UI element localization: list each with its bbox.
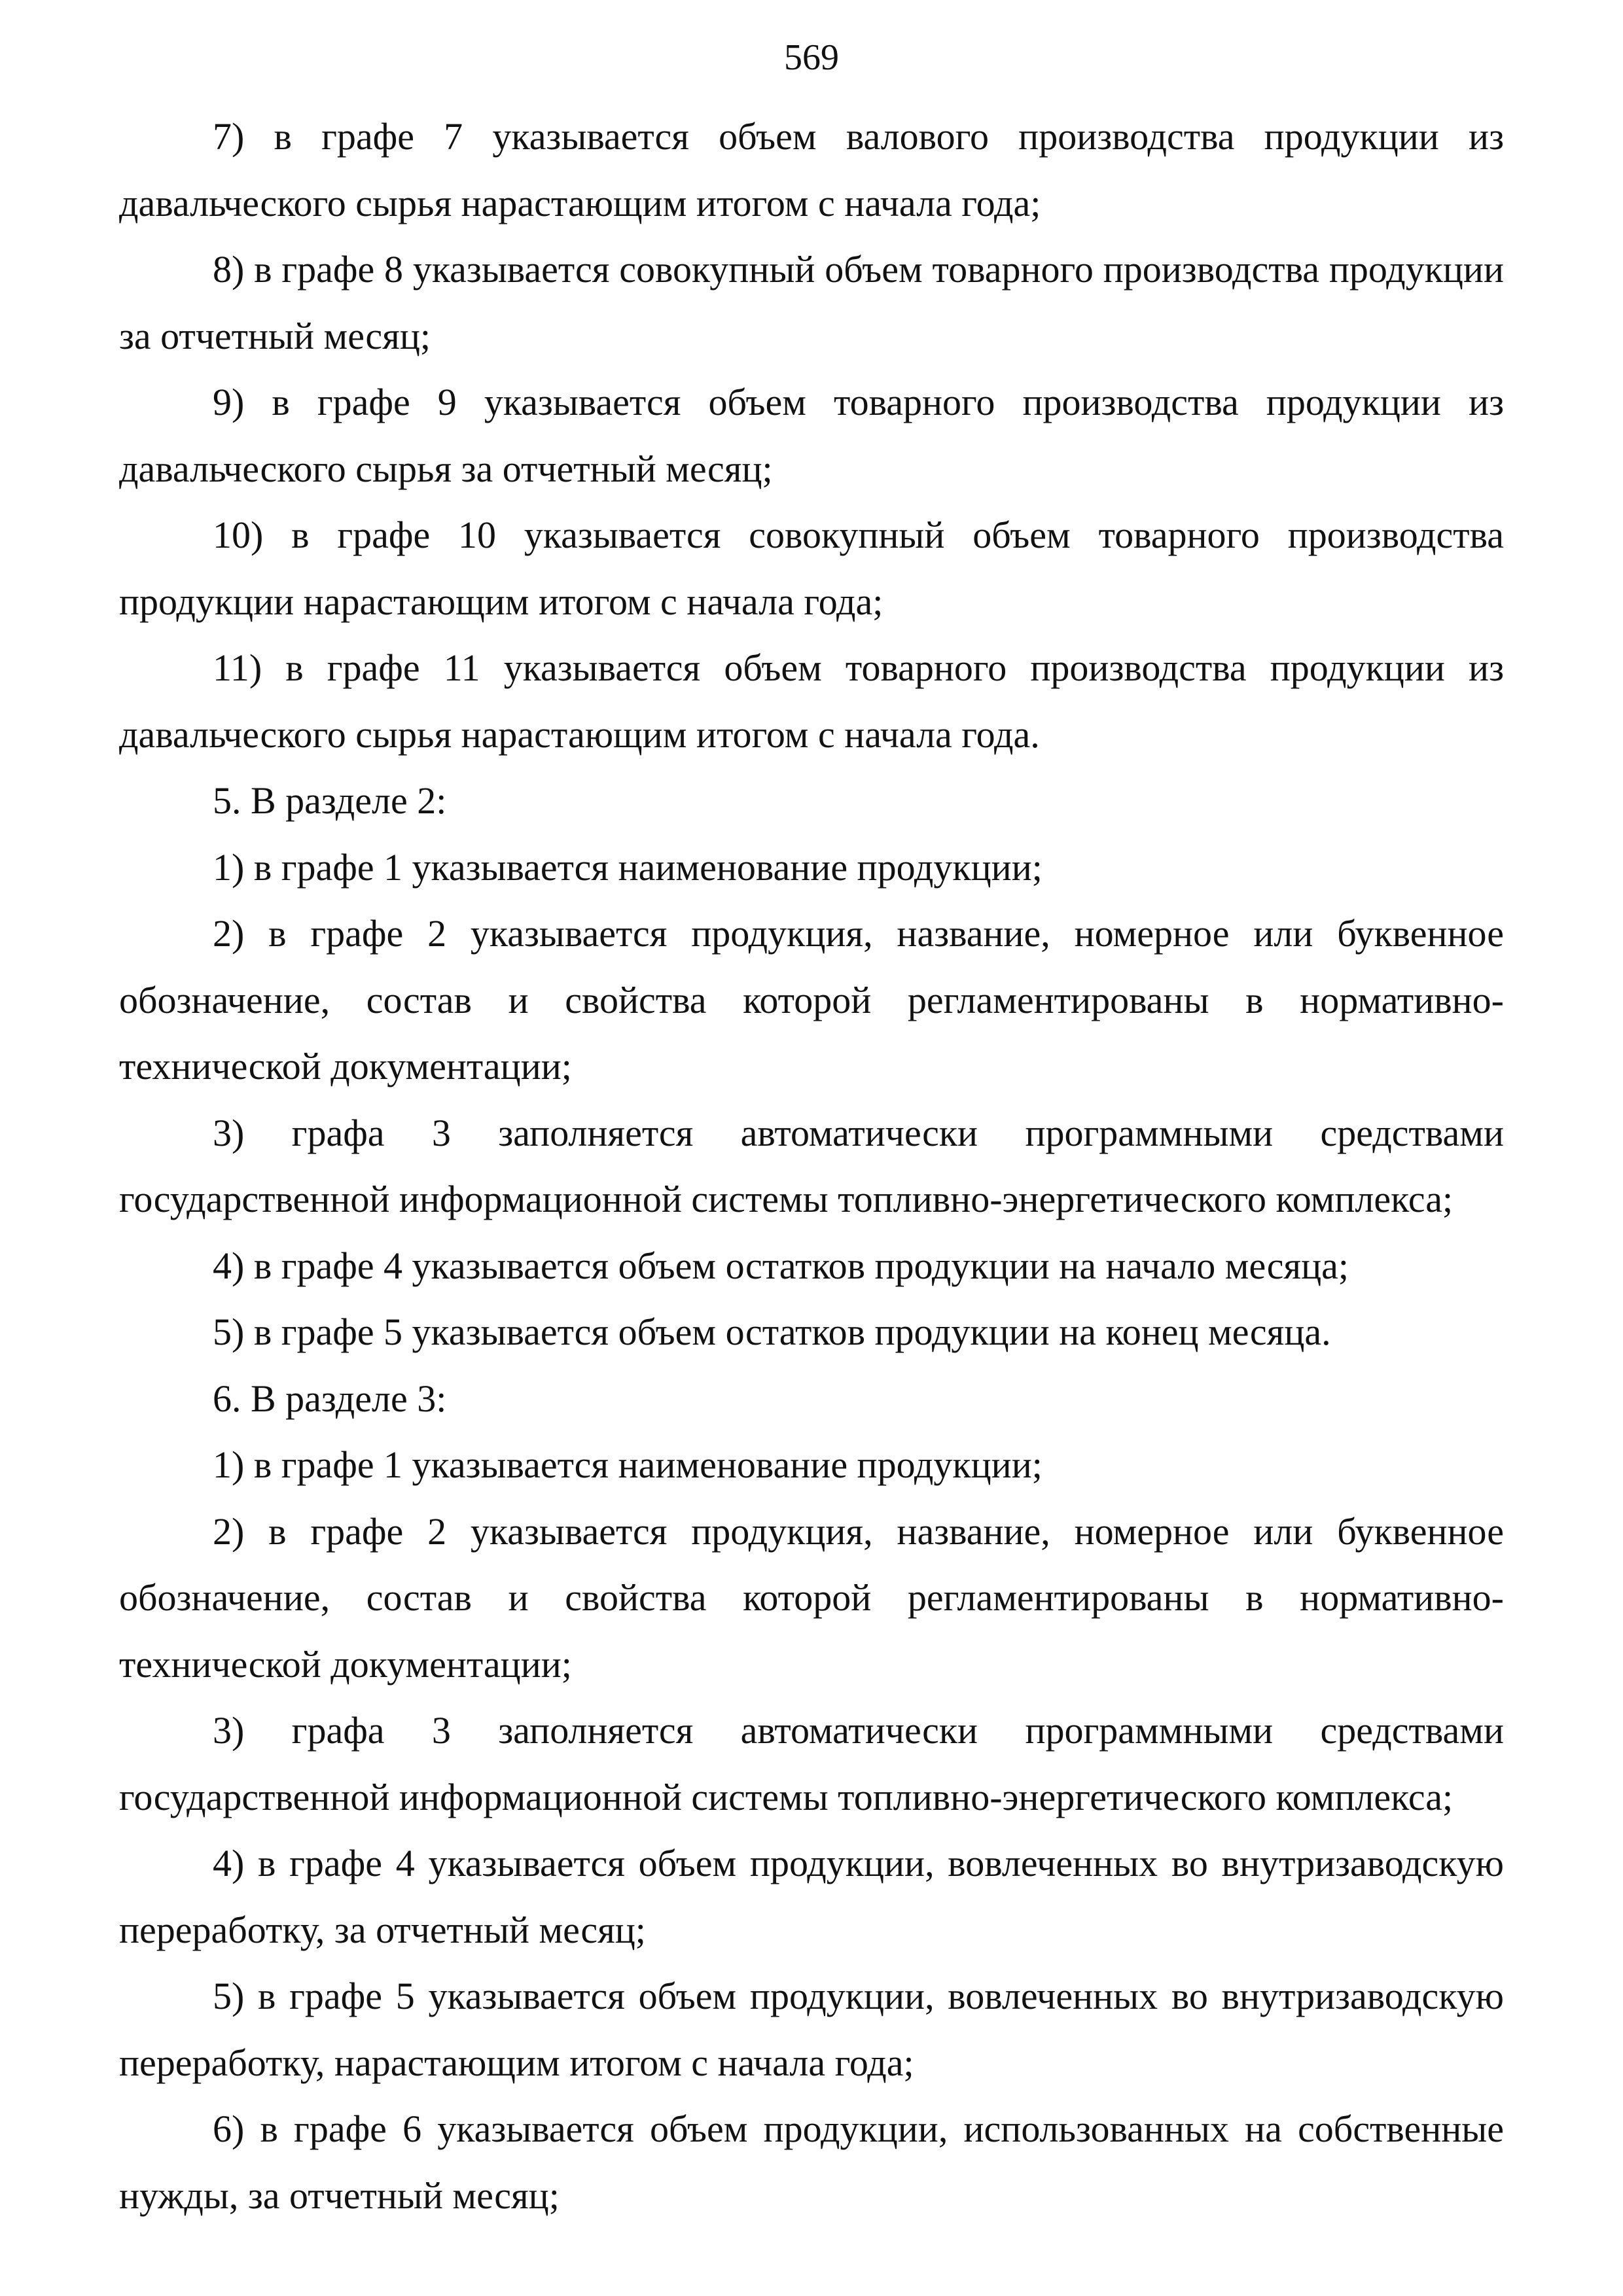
paragraph-item-8: 8) в графе 8 указывается совокупный объем товарного производства продукции за отчетный месяц; [119,248,1504,357]
section-heading-5: 5. В разделе 2: [213,779,447,822]
page-number: 569 [784,37,839,78]
section2-item-2: 2) в графе 2 указывается продукция, название, номерное или буквенное обозначение, состав и свойства которой регламентированы в нормативно-технической документации; [119,912,1504,1087]
paragraph-item-7: 7) в графе 7 указывается объем валового производства продукции из давальческого сырья нарастающим итогом с начала года; [119,115,1504,224]
section3-item-2: 2) в графе 2 указывается продукция, название, номерное или буквенное обозначение, состав и свойства которой регламентированы в нормативно-технической документации; [119,1510,1504,1686]
section2-item-5: 5) в графе 5 указывается объем остатков продукции на конец месяца. [213,1311,1331,1353]
section3-item-4: 4) в графе 4 указывается объем продукции, вовлеченных во внутризаводскую переработку, за отчетный месяц; [119,1842,1504,1951]
section2-item-4: 4) в графе 4 указывается объем остатков продукции на начало месяца; [213,1244,1349,1287]
section-heading-6: 6. В разделе 3: [213,1377,447,1420]
section3-item-6: 6) в графе 6 указывается объем продукции, использованных на собственные нужды, за отчетный месяц; [119,2108,1504,2217]
section3-item-3: 3) графа 3 заполняется автоматически программными средствами государственной информационной системы топливно-энергетического комплекса; [119,1709,1504,1818]
section3-item-5: 5) в графе 5 указывается объем продукции, вовлеченных во внутризаводскую переработку, нарастающим итогом с начала года; [119,1975,1504,2084]
paragraph-item-9: 9) в графе 9 указывается объем товарного производства продукции из давальческого сырья за отчетный месяц; [119,381,1504,490]
section3-item-1: 1) в графе 1 указывается наименование продукции; [213,1443,1043,1486]
section2-item-1: 1) в графе 1 указывается наименование продукции; [213,845,1043,889]
section2-item-3: 3) графа 3 заполняется автоматически программными средствами государственной информационной системы топливно-энергетического комплекса; [119,1111,1504,1220]
document-body [119,103,1504,2229]
paragraph-item-11: 11) в графе 11 указывается объем товарного производства продукции из давальческого сырья нарастающим итогом с начала года. [119,646,1504,756]
paragraph-item-10: 10) в графе 10 указывается совокупный объем товарного производства продукции нарастающим итогом с начала года; [119,514,1504,623]
